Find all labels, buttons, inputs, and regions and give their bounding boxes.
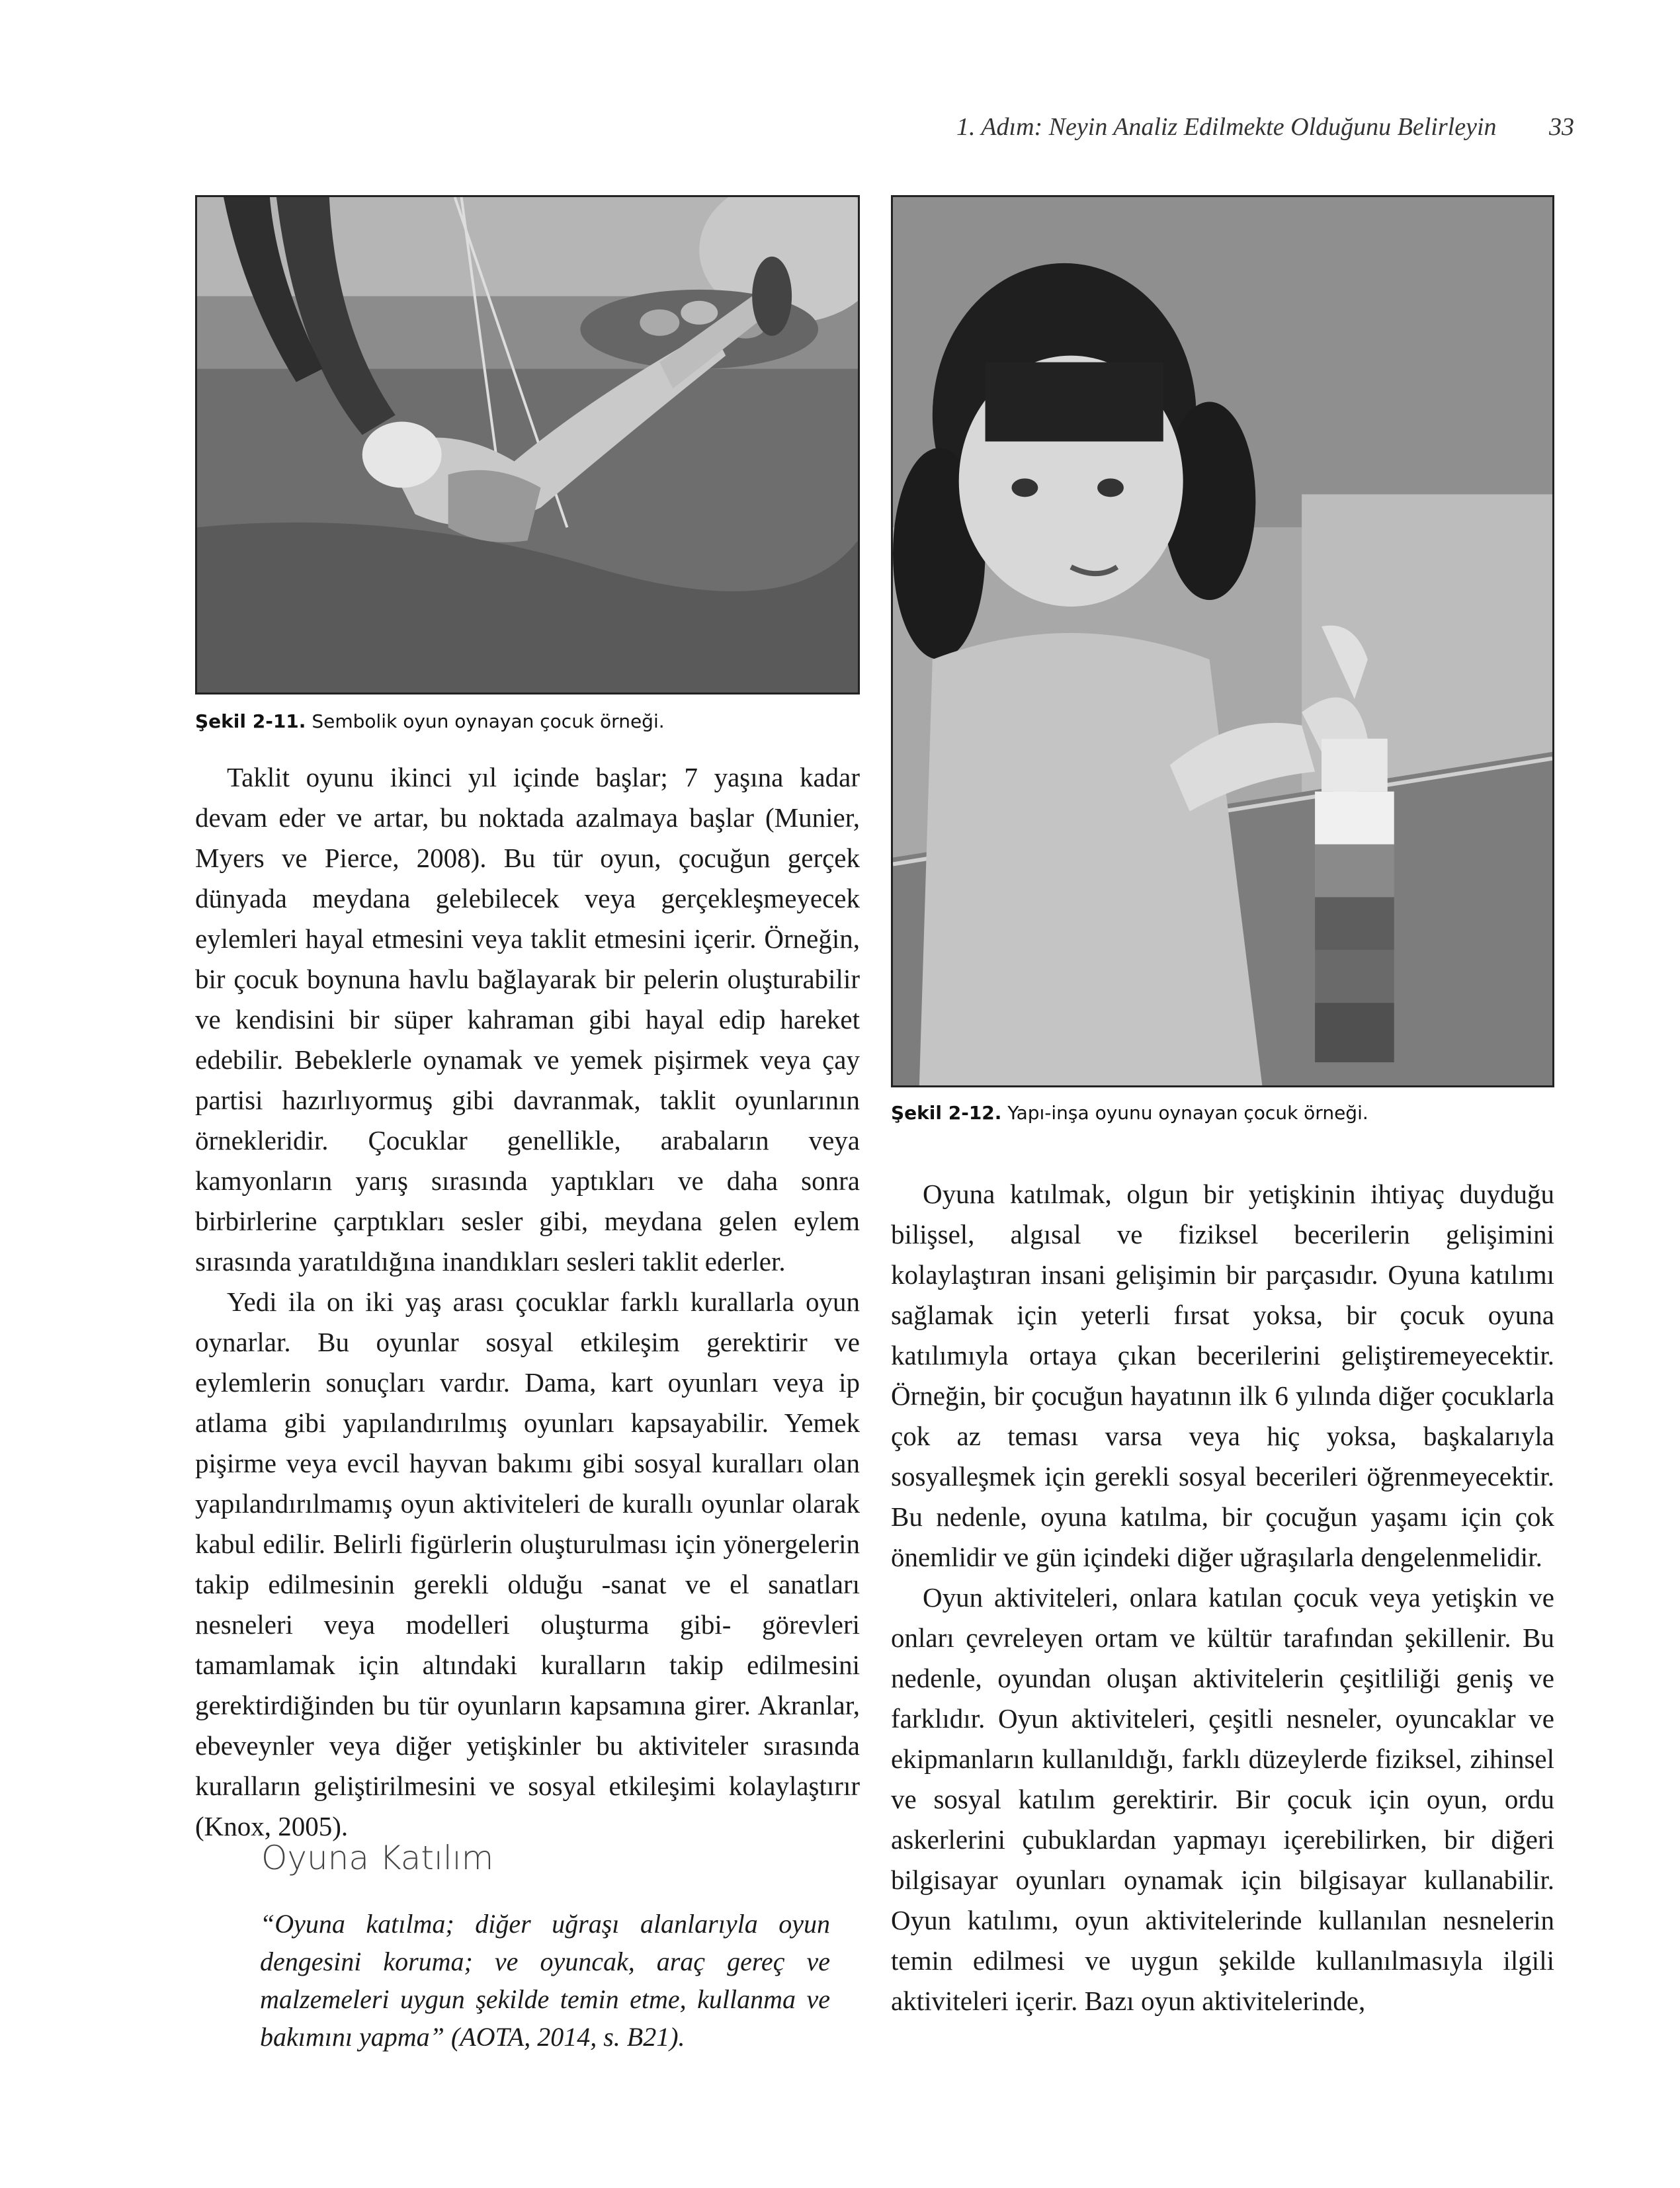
figure-2-11-label: Şekil 2-11.: [195, 710, 306, 732]
body-paragraph: Oyuna katılmak, olgun bir yetişkinin ihtiyaç duyduğu bilişsel, algısal ve fiziksel becerilerin gelişimini kolaylaştıran insani gelişimin bir parçasıdır. Oyuna katılımı sağlamak için yeterli fırsat yoksa, bir çocuk oyuna katılımıyla ortaya çıkan becerilerini geliştiremeyecektir. Örneğin, bir çocuğun hayatının ilk 6 yılında diğer çocuklarla çok az teması varsa veya hiç yoksa, başkalarıyla sosyalleşmek için gerekli sosyal becerileri öğrenmeyecektir. Bu nedenle, oyuna katılma, bir çocuğun yaşamı için çok önemlidir ve gün içindeki diğer uğraşılarla dengelenmelidir.: [891, 1179, 1554, 1572]
figure-2-11-caption: [195, 710, 665, 732]
left-column: [195, 757, 860, 1847]
figure-2-12-photo: [891, 195, 1554, 1087]
figure-2-12-text: Yapı-inşa oyunu oynayan çocuk örneği.: [1007, 1102, 1368, 1124]
body-paragraph: Taklit oyunu ikinci yıl içinde başlar; 7 yaşına kadar devam eder ve artar, bu noktada azalmaya başlar (Munier, Myers ve Pierce, 2008). Bu tür oyun, çocuğun gerçek dünyada meydana gelebilecek veya gerçekleşmeyecek eylemleri hayal etmesini veya taklit etmesini içerir. Örneğin, bir çocuk boynuna havlu bağlayarak bir pelerin oluşturabilir ve kendisini bir süper kahraman gibi hayal edip hareket edebilir. Bebeklerle oynamak ve yemek pişirmek veya çay partisi hazırlıyormuş gibi davranmak, taklit oyunlarının örnekleridir. Çocuklar genellikle, arabaların veya kamyonların yarış sırasında yaptıkları ve daha sonra birbirlerine çarptıkları sesler gibi, meydana gelen eylem sırasında yaratıldığına inandıkları sesleri taklit ederler.: [195, 762, 860, 1277]
figure-2-11-photo: [195, 195, 860, 694]
figure-2-12-caption: [891, 1102, 1368, 1124]
swing-photo-illustration: [197, 197, 858, 693]
running-header: [794, 112, 1574, 142]
right-column: [891, 1174, 1554, 2021]
body-paragraph: Yedi ila on iki yaş arası çocuklar farklı kurallarla oyun oynarlar. Bu oyunlar sosyal etkileşim gerektirir ve eylemlerin sonuçları vardır. Dama, kart oyunları veya ip atlama gibi yapılandırılmış oyunları kapsayabilir. Yemek pişirme veya evcil hayvan bakımı gibi sosyal kuralları olan yapılandırılmamış oyun aktiviteleri de kurallı oyunlar olarak kabul edilir. Belirli figürlerin oluşturulması için yönergelerin takip edilmesinin gerekli olduğu -sanat ve el sanatları nesneleri veya modelleri oluşturma gibi- görevleri tamamlamak için altındaki kuralların takip edilmesini gerektirdiğinden bu tür oyunların kapsamına girer. Akranlar, ebeveynler veya diğer yetişkinler bu aktiviteler sırasında kuralların geliştirilmesini ve sosyal etkileşimi kolaylaştırır (Knox, 2005).: [195, 1286, 860, 1841]
page-number: 33: [1549, 113, 1574, 141]
figure-2-12-label: Şekil 2-12.: [891, 1102, 1002, 1124]
block-tower-photo-illustration: [893, 197, 1552, 1085]
definition-quote: “Oyuna katılma; diğer uğraşı alanlarıyla oyun dengesini koruma; ve oyuncak, araç gereç ve malzemeleri uygun şekilde temin etme, kullanma ve bakımını yapma” (AOTA, 2014, s. B21).: [260, 1909, 830, 2052]
body-paragraph: Oyun aktiviteleri, onlara katılan çocuk veya yetişkin ve onları çevreleyen ortam ve kültür tarafından şekillenir. Bu nedenle, oyundan oluşan aktivitelerin çeşitliliği geniş ve farklıdır. Oyun aktiviteleri, çeşitli nesneler, oyuncaklar ve ekipmanların kullanıldığı, farklı düzeylerde fiziksel, zihinsel ve sosyal katılım gerektirir. Bir çocuk için oyun, ordu askerlerini çubuklardan yapmayı içerebilirken, bir diğeri bilgisayar oyunları oynamak için bilgisayar kullanabilir. Oyun katılımı, oyun aktivitelerinde kullanılan nesnelerin temin edilmesi ve uygun şekilde kullanılmasıyla ilgili aktiviteleri içerir. Bazı oyun aktivitelerinde,: [891, 1582, 1554, 2016]
running-title: 1. Adım: Neyin Analiz Edilmekte Olduğunu Belirleyin: [956, 113, 1497, 141]
section-heading: Oyuna Katılım: [261, 1839, 494, 1877]
figure-2-11-text: Sembolik oyun oynayan çocuk örneği.: [312, 710, 665, 732]
